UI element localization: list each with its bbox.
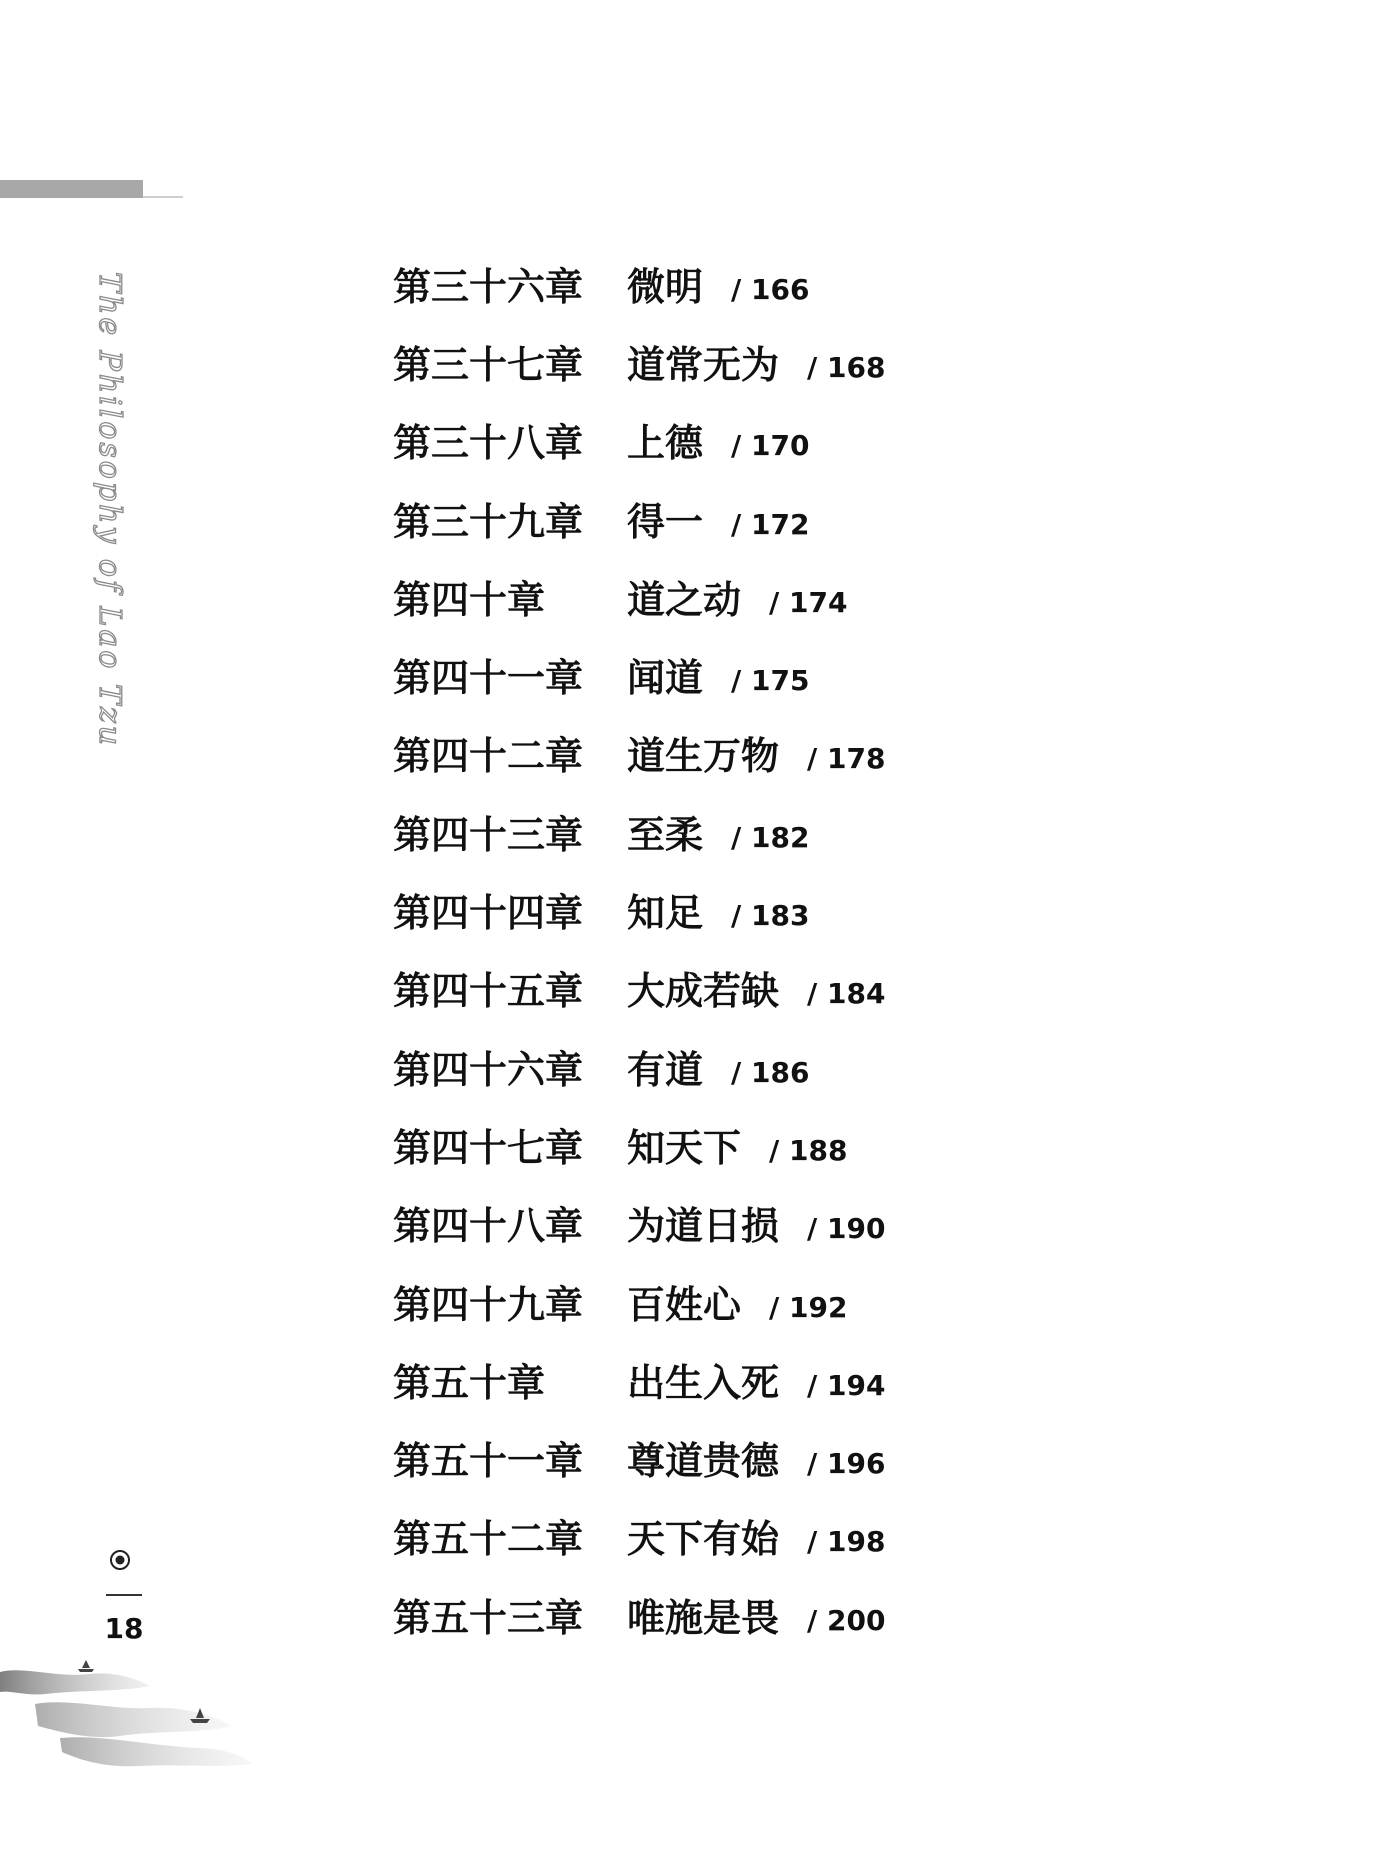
toc-chapter-number: 第五十三章 bbox=[393, 1594, 584, 1640]
toc-chapter-title: 唯施是畏 bbox=[627, 1594, 780, 1640]
toc-page-number: / 184 bbox=[807, 977, 886, 1011]
toc-page-number: / 183 bbox=[731, 899, 810, 933]
toc-chapter-title: 百姓心 bbox=[627, 1281, 742, 1327]
toc-page-number: / 174 bbox=[769, 585, 848, 619]
folio-rule bbox=[106, 1594, 142, 1596]
toc-chapter-title: 闻道 bbox=[627, 655, 704, 701]
toc-chapter-title: 有道 bbox=[627, 1046, 704, 1092]
toc-chapter-number: 第五十二章 bbox=[393, 1516, 584, 1562]
toc-chapter-title: 出生入死 bbox=[627, 1359, 780, 1405]
toc-chapter-number: 第四十三章 bbox=[393, 811, 584, 857]
toc-entry[interactable] bbox=[393, 479, 1093, 557]
toc-entry[interactable] bbox=[393, 949, 1093, 1027]
toc-chapter-title: 尊道贵德 bbox=[627, 1438, 780, 1484]
ink-landscape-illustration bbox=[0, 1660, 260, 1780]
toc-chapter-number: 第五十章 bbox=[393, 1359, 546, 1405]
toc-chapter-number: 第四十章 bbox=[393, 576, 546, 622]
toc-entry[interactable] bbox=[393, 557, 1093, 635]
toc-chapter-title: 道之动 bbox=[627, 576, 742, 622]
toc-chapter-number: 第四十四章 bbox=[393, 890, 584, 936]
toc-entry[interactable] bbox=[393, 1184, 1093, 1262]
toc-page-number: / 200 bbox=[807, 1603, 886, 1637]
table-of-contents bbox=[393, 244, 1093, 1653]
toc-chapter-title: 至柔 bbox=[627, 811, 704, 857]
toc-chapter-number: 第三十八章 bbox=[393, 420, 584, 466]
toc-page-number: / 186 bbox=[731, 1055, 810, 1089]
toc-entry[interactable] bbox=[393, 1105, 1093, 1183]
toc-chapter-title: 天下有始 bbox=[627, 1516, 780, 1562]
toc-chapter-number: 第三十七章 bbox=[393, 341, 584, 387]
toc-chapter-title: 上德 bbox=[627, 420, 704, 466]
toc-page-number: / 168 bbox=[807, 350, 886, 384]
toc-chapter-number: 第四十五章 bbox=[393, 968, 584, 1014]
side-running-title: The Philosophy of Lao Tzu bbox=[92, 272, 127, 749]
toc-chapter-number: 第三十九章 bbox=[393, 498, 584, 544]
toc-entry[interactable] bbox=[393, 244, 1093, 322]
toc-page-number: / 188 bbox=[769, 1133, 848, 1167]
toc-page-number: / 166 bbox=[731, 272, 810, 306]
toc-entry[interactable] bbox=[393, 1027, 1093, 1105]
toc-page-number: / 190 bbox=[807, 1212, 886, 1246]
header-thin-rule bbox=[143, 196, 183, 198]
toc-chapter-title: 大成若缺 bbox=[627, 968, 780, 1014]
toc-entry[interactable] bbox=[393, 1418, 1093, 1496]
toc-entry[interactable] bbox=[393, 401, 1093, 479]
page-number: 18 bbox=[104, 1612, 144, 1645]
toc-entry[interactable] bbox=[393, 1575, 1093, 1653]
toc-entry[interactable] bbox=[393, 635, 1093, 713]
toc-chapter-number: 第四十八章 bbox=[393, 1203, 584, 1249]
toc-page-number: / 198 bbox=[807, 1525, 886, 1559]
toc-chapter-number: 第四十二章 bbox=[393, 733, 584, 779]
circle-ornament-icon bbox=[109, 1549, 131, 1571]
toc-entry[interactable] bbox=[393, 1262, 1093, 1340]
toc-entry[interactable] bbox=[393, 1340, 1093, 1418]
toc-page-number: / 194 bbox=[807, 1368, 886, 1402]
toc-chapter-title: 知天下 bbox=[627, 1124, 742, 1170]
toc-entry[interactable] bbox=[393, 792, 1093, 870]
toc-page-number: / 192 bbox=[769, 1290, 848, 1324]
toc-chapter-number: 第四十九章 bbox=[393, 1281, 584, 1327]
toc-chapter-title: 道生万物 bbox=[627, 733, 780, 779]
toc-page-number: / 175 bbox=[731, 664, 810, 698]
toc-chapter-number: 第四十七章 bbox=[393, 1124, 584, 1170]
toc-chapter-title: 道常无为 bbox=[627, 341, 780, 387]
toc-page-number: / 182 bbox=[731, 820, 810, 854]
toc-page-number: / 170 bbox=[731, 429, 810, 463]
header-gray-bar bbox=[0, 180, 143, 198]
toc-entry[interactable] bbox=[393, 714, 1093, 792]
toc-chapter-title: 得一 bbox=[627, 498, 704, 544]
toc-page-number: / 178 bbox=[807, 742, 886, 776]
toc-page-number: / 172 bbox=[731, 507, 810, 541]
toc-page-number: / 196 bbox=[807, 1447, 886, 1481]
toc-entry[interactable] bbox=[393, 870, 1093, 948]
toc-chapter-title: 微明 bbox=[627, 263, 704, 309]
toc-entry[interactable] bbox=[393, 1497, 1093, 1575]
toc-chapter-number: 第五十一章 bbox=[393, 1438, 584, 1484]
toc-chapter-number: 第四十一章 bbox=[393, 655, 584, 701]
toc-chapter-title: 知足 bbox=[627, 890, 704, 936]
toc-entry[interactable] bbox=[393, 322, 1093, 400]
toc-chapter-title: 为道日损 bbox=[627, 1203, 780, 1249]
toc-chapter-number: 第四十六章 bbox=[393, 1046, 584, 1092]
toc-chapter-number: 第三十六章 bbox=[393, 263, 584, 309]
